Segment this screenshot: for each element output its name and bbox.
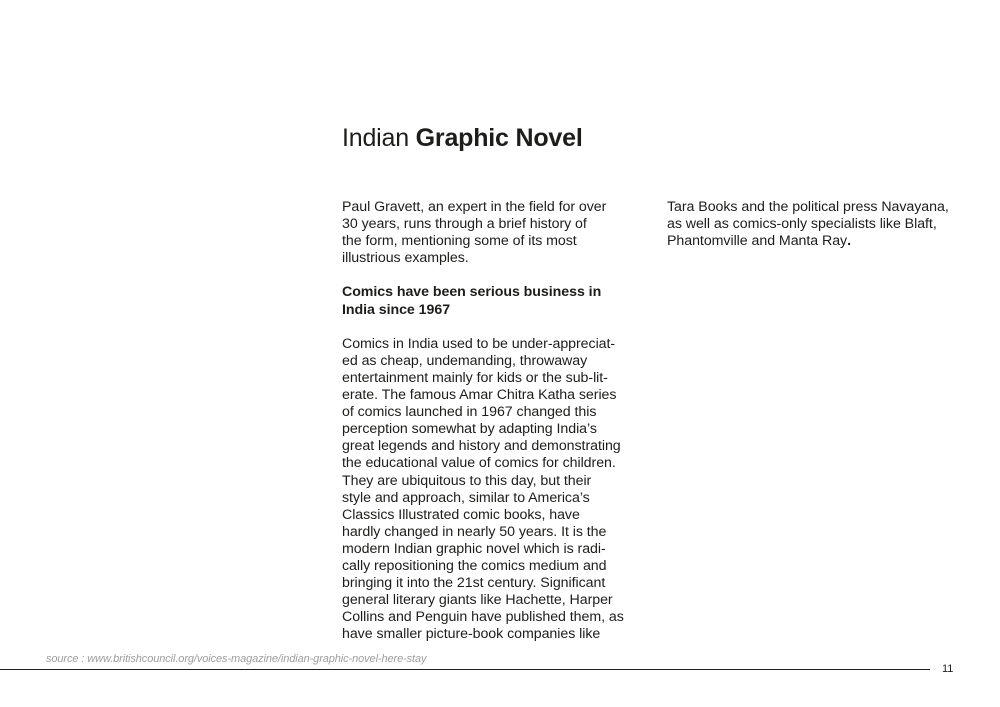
intro-line: 30 years, runs through a brief history of bbox=[342, 216, 587, 233]
body-line: style and approach, similar to America’s bbox=[342, 489, 590, 506]
footer-divider bbox=[0, 669, 930, 670]
continuation-line: as well as comics-only specialists like Blaft, bbox=[667, 216, 937, 233]
intro-line: Paul Gravett, an expert in the field for over bbox=[342, 199, 607, 215]
body-line: erate. The famous Amar Chitra Katha series bbox=[342, 387, 617, 404]
intro-line: the form, mentioning some of its most bbox=[342, 233, 577, 250]
right-column bbox=[667, 199, 967, 250]
continuation-line: Tara Books and the political press Navayana, bbox=[667, 199, 949, 215]
source-citation: source : www.britishcouncil.org/voices-magazine/indian-graphic-novel-here-stay bbox=[46, 653, 427, 665]
body-line: perception somewhat by adapting India’s bbox=[342, 421, 597, 438]
body-line: general literary giants like Hachette, Harper bbox=[342, 592, 613, 609]
body-paragraph bbox=[342, 336, 642, 644]
page-number: 11 bbox=[942, 663, 954, 675]
subheading-line: India since 1967 bbox=[342, 301, 451, 318]
continuation-text: Phantomville and Manta Ray bbox=[667, 233, 848, 250]
body-line: Collins and Penguin have published them, as bbox=[342, 609, 624, 626]
continuation-line-last bbox=[667, 233, 967, 250]
body-line: ed as cheap, undemanding, throwaway bbox=[342, 352, 588, 369]
body-line: Comics in India used to be under-appreciat- bbox=[342, 335, 616, 352]
subheading bbox=[342, 284, 642, 318]
page-title bbox=[342, 122, 583, 154]
page-title-bold: Graphic Novel bbox=[415, 124, 583, 152]
body-line: Classics Illustrated comic books, have bbox=[342, 506, 580, 523]
intro-paragraph bbox=[342, 199, 642, 267]
continuation-period: . bbox=[847, 233, 851, 250]
left-column bbox=[342, 199, 642, 643]
page-title-light: Indian bbox=[342, 124, 409, 152]
intro-line: illustrious examples. bbox=[342, 250, 469, 267]
body-line: have smaller picture-book companies like bbox=[342, 626, 601, 643]
body-line: modern Indian graphic novel which is radi- bbox=[342, 540, 606, 557]
body-line: They are ubiquitous to this day, but their bbox=[342, 472, 592, 489]
body-line: of comics launched in 1967 changed this bbox=[342, 404, 597, 421]
body-line: cally repositioning the comics medium and bbox=[342, 557, 607, 574]
paragraph-gap bbox=[342, 319, 642, 336]
body-line: great legends and history and demonstrating bbox=[342, 438, 621, 455]
body-line: hardly changed in nearly 50 years. It is the bbox=[342, 523, 607, 540]
subheading-line: Comics have been serious business in bbox=[342, 284, 602, 301]
body-line: the educational value of comics for children. bbox=[342, 455, 616, 472]
body-line: entertainment mainly for kids or the sub-lit- bbox=[342, 369, 608, 386]
paragraph-gap bbox=[342, 267, 642, 284]
body-line: bringing it into the 21st century. Significant bbox=[342, 575, 606, 592]
